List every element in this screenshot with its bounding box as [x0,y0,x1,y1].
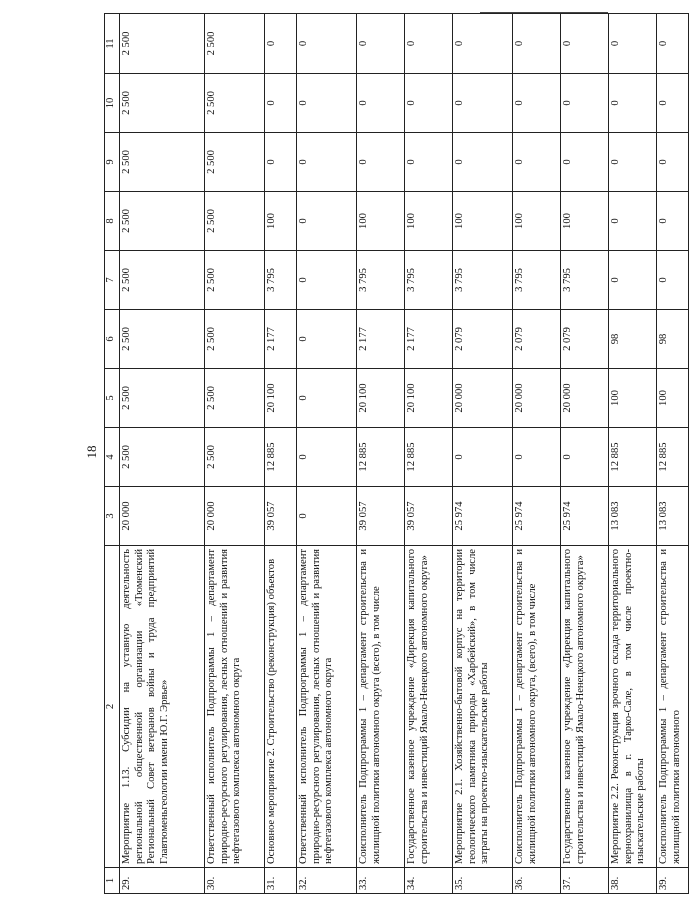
value-cell: 2 500 [120,428,205,487]
value-cell: 20 000 [205,487,265,546]
row-number: 39. [657,868,689,894]
value-cell: 0 [453,14,513,74]
value-cell: 2 500 [205,428,265,487]
value-cell: 2 177 [405,310,453,369]
value-cell: 0 [297,74,357,133]
header-cell: 6 [105,310,120,369]
value-cell: 0 [297,428,357,487]
value-cell: 20 100 [357,369,405,428]
value-cell: 100 [561,192,609,251]
table-row [357,14,405,894]
value-cell: 100 [453,192,513,251]
value-cell: 0 [657,133,689,192]
value-cell: 0 [453,428,513,487]
value-cell: 100 [513,192,561,251]
value-cell: 100 [265,192,297,251]
value-cell: 0 [405,133,453,192]
value-cell: 0 [513,133,561,192]
value-cell: 13 083 [609,487,657,546]
row-number: 29. [120,868,205,894]
value-cell: 20 100 [405,369,453,428]
value-cell: 12 885 [657,428,689,487]
value-cell: 3 795 [513,251,561,310]
value-cell: 0 [357,14,405,74]
value-cell: 2 500 [120,369,205,428]
header-cell: 8 [105,192,120,251]
row-number: 31. [265,868,297,894]
value-cell: 100 [657,369,689,428]
value-cell: 0 [297,14,357,74]
value-cell: 0 [657,251,689,310]
row-number: 30. [205,868,265,894]
value-cell: 0 [513,428,561,487]
value-cell: 100 [357,192,405,251]
value-cell: 0 [297,192,357,251]
value-cell: 25 974 [561,487,609,546]
header-cell: 9 [105,133,120,192]
value-cell: 12 885 [405,428,453,487]
value-cell: 98 [609,310,657,369]
value-cell: 0 [265,14,297,74]
value-cell: 2 500 [205,14,265,74]
value-cell: 0 [297,487,357,546]
header-cell: 7 [105,251,120,310]
header-row [105,14,120,894]
row-description: Соисполнитель Подпрограммы 1 – департамент строительства и жилищной политики автономного округа, (всего), в том числе [513,546,561,868]
value-cell: 2 500 [120,310,205,369]
value-cell: 0 [561,133,609,192]
value-cell: 20 000 [561,369,609,428]
value-cell: 12 885 [265,428,297,487]
table-row [657,14,689,894]
header-cell: 2 [105,546,120,868]
header-cell: 10 [105,74,120,133]
row-number: 36. [513,868,561,894]
value-cell: 2 500 [120,74,205,133]
header-cell: 11 [105,14,120,74]
value-cell: 0 [297,369,357,428]
value-cell: 2 079 [453,310,513,369]
row-description: Мероприятие 2.2. Реконструкция зрочного склада территориального кернохранилища в г. Тарко-Сале, в том числе проектно-изыскательские работы [609,546,657,868]
value-cell: 0 [609,14,657,74]
row-number: 35. [453,868,513,894]
value-cell: 0 [657,74,689,133]
value-cell: 39 057 [357,487,405,546]
value-cell: 3 795 [357,251,405,310]
value-cell: 0 [561,428,609,487]
value-cell: 2 500 [120,192,205,251]
value-cell: 100 [405,192,453,251]
table-row [609,14,657,894]
table-row [265,14,297,894]
row-description: Основное мероприятие 2. Строительство (реконструкция) объектов [265,546,297,868]
value-cell: 20 000 [453,369,513,428]
value-cell: 0 [405,14,453,74]
value-cell: 25 974 [453,487,513,546]
scanned-page [104,14,682,894]
table-row [405,14,453,894]
value-cell: 0 [609,133,657,192]
value-cell: 20 000 [513,369,561,428]
value-cell: 39 057 [265,487,297,546]
value-cell: 13 083 [657,487,689,546]
value-cell: 0 [657,14,689,74]
header-cell: 5 [105,369,120,428]
value-cell: 0 [453,133,513,192]
value-cell: 2 079 [561,310,609,369]
value-cell: 12 885 [357,428,405,487]
value-cell: 12 885 [609,428,657,487]
value-cell: 3 795 [561,251,609,310]
value-cell: 2 500 [205,251,265,310]
value-cell: 100 [609,369,657,428]
value-cell: 39 057 [405,487,453,546]
value-cell: 25 974 [513,487,561,546]
value-cell: 2 500 [205,310,265,369]
header-cell: 3 [105,487,120,546]
row-description: Ответственный исполнитель Подпрограммы 1 – департамент природно-ресурсного регулирования, лесных отношений и развития нефтегазового комплекса автономного округа [205,546,265,868]
value-cell: 2 177 [265,310,297,369]
value-cell: 0 [405,74,453,133]
row-description: Государственное казенное учреждение «Дирекция капитального строительства и инвестиций Ямало-Ненецкого автономного округа» [405,546,453,868]
row-description: Мероприятие 1.13. Субсидии на уставную деятельность региональной общественной организации «Тюменский Региональный Совет ветеранов войны и труда предприятий Главтюменьгеологии имени Ю.Г. Эрвье» [120,546,205,868]
value-cell: 0 [609,74,657,133]
row-description: Соисполнитель Подпрограммы 1 – департамент строительства и жилищной политики автономного [657,546,689,868]
value-cell: 98 [657,310,689,369]
page-number: 18 [84,445,99,459]
row-description: Мероприятие 2.1. Хозяйственно-бытовой корпус на территории геологического памятника природы «Харбейский», в том числе затраты на проектно-изыскательские работы [453,546,513,868]
row-number: 38. [609,868,657,894]
header-cell: 1 [105,868,120,894]
value-cell: 2 500 [120,14,205,74]
value-cell: 2 500 [205,192,265,251]
value-cell: 0 [513,74,561,133]
value-cell: 0 [609,251,657,310]
table-row [297,14,357,894]
value-cell: 3 795 [405,251,453,310]
row-number: 37. [561,868,609,894]
rotated-table-wrapper [104,14,682,894]
value-cell: 2 079 [513,310,561,369]
value-cell: 0 [265,74,297,133]
value-cell: 0 [297,133,357,192]
budget-table [104,13,689,894]
row-number: 32. [297,868,357,894]
header-cell: 4 [105,428,120,487]
table-row [561,14,609,894]
value-cell: 0 [561,74,609,133]
value-cell: 0 [357,74,405,133]
value-cell: 20 000 [120,487,205,546]
value-cell: 0 [657,192,689,251]
row-description: Соисполнитель Подпрограммы 1 – департамент строительства и жилищной политики автономного округа (всего), в том числе [357,546,405,868]
value-cell: 0 [453,74,513,133]
row-description: Государственное казенное учреждение «Дирекция капитального строительства и инвестиций Ямало-Ненецкого автономного округа» [561,546,609,868]
value-cell: 0 [297,251,357,310]
value-cell: 2 500 [120,133,205,192]
value-cell: 0 [297,310,357,369]
value-cell: 2 500 [205,74,265,133]
value-cell: 2 500 [205,133,265,192]
value-cell: 2 500 [120,251,205,310]
value-cell: 2 500 [205,369,265,428]
value-cell: 3 795 [453,251,513,310]
table-row [513,14,561,894]
value-cell: 0 [609,192,657,251]
table-row [453,14,513,894]
row-description: Ответственный исполнитель Подпрограммы 1 – департамент природно-ресурсного регулирования, лесных отношений и развития нефтегазового комплекса автономного округа [297,546,357,868]
value-cell: 0 [513,14,561,74]
value-cell: 0 [561,14,609,74]
value-cell: 0 [357,133,405,192]
table-row [205,14,265,894]
row-number: 34. [405,868,453,894]
value-cell: 3 795 [265,251,297,310]
row-number: 33. [357,868,405,894]
table-row [120,14,205,894]
value-cell: 20 100 [265,369,297,428]
value-cell: 2 177 [357,310,405,369]
value-cell: 0 [265,133,297,192]
